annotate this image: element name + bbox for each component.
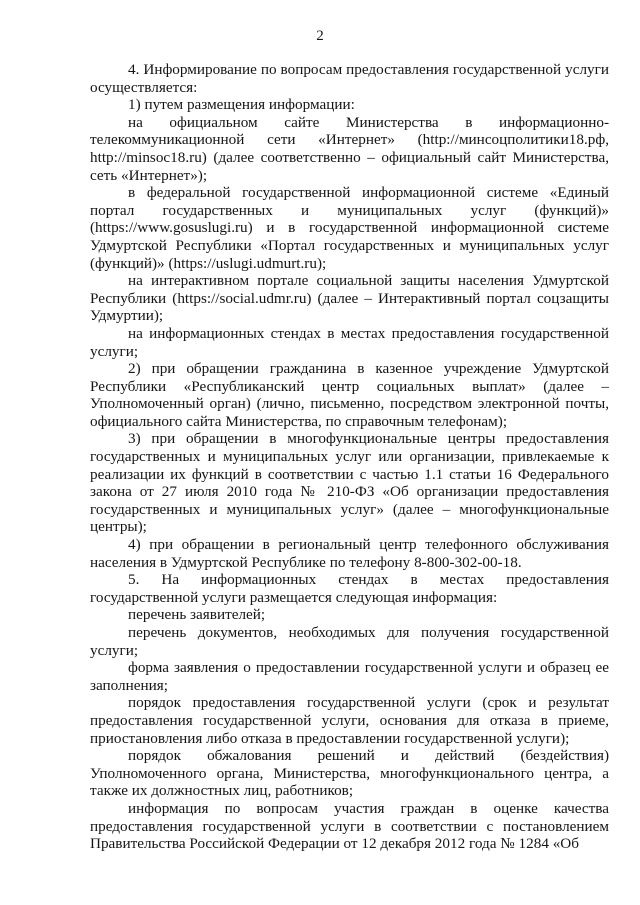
- page-number: 2: [316, 28, 324, 44]
- list-item-4-phone-center: 4) при обращении в региональный центр телефонного обслуживания населения в Удмуртской Республике по телефону 8-800-302-00-18.: [90, 536, 609, 571]
- list-item-appeal: порядок обжалования решений и действий (бездействия) Уполномоченного органа, Министерства, многофункционального центра, а также их должностных лиц, работников;: [90, 747, 609, 800]
- list-item-info-stands: на информационных стендах в местах предоставления государственной услуги;: [90, 324, 609, 360]
- list-item-application-form: форма заявления о предоставлении государственной услуги и образец ее заполнения;: [90, 659, 609, 694]
- document-body: [90, 61, 609, 853]
- list-item-quality-assessment: информация по вопросам участия граждан в оценке качества предоставления государственной услуги в соответствии с постановлением Правительства Российской Федерации от 12 декабря 2012 года № 1284 «Об: [90, 799, 609, 853]
- list-item-2-authorized-body: 2) при обращении гражданина в казенное учреждение Удмуртской Республики «Республиканский центр социальных выплат» (далее – Уполномоченный орган) (лично, письменно, посредством электронной почты, официального сайта Министерства, по справочным телефонам);: [90, 360, 609, 430]
- paragraph-informing-intro: 4. Информирование по вопросам предоставления государственной услуги осуществляется:: [90, 61, 609, 96]
- list-item-applicants: перечень заявителей;: [128, 606, 266, 624]
- list-item-3-mfc: 3) при обращении в многофункциональные центры предоставления государственных и муниципальных услуг или организации, привлекаемые к реализации их функций в соответствии с частью 1.1 статьи 16 Федерального закона от 27 июля 2010 года № 210-ФЗ «Об организации предоставления государственных и муниципальных услуг» (далее – многофункциональные центры);: [90, 430, 609, 536]
- list-item-documents: перечень документов, необходимых для получения государственной услуги;: [90, 624, 609, 659]
- list-item-procedure: порядок предоставления государственной услуги (срок и результат предоставления государственной услуги, основания для отказа в приеме, приостановления либо отказа в предоставлении государственной услуги);: [90, 694, 609, 747]
- list-item-federal-portal: в федеральной государственной информационной системе «Единый портал государственных и муниципальных услуг (функций)» (https://www.gosuslugi.ru) и в государственной информационной системе Удмуртской Республики «Портал государственных и муниципальных услуг (функций)» (https://uslugi.udmurt.ru);: [90, 184, 609, 272]
- paragraph-stands-info: 5. На информационных стендах в местах предоставления государственной услуги размещается следующая информация:: [90, 571, 609, 606]
- list-item-interactive-portal: на интерактивном портале социальной защиты населения Удмуртской Республики (https://social.udmr.ru) (далее – Интерактивный портал соцзащиты Удмуртии);: [90, 272, 609, 325]
- list-item-official-site: на официальном сайте Министерства в информационно-телекоммуникационной сети «Интернет» (http://минсоцполитики18.рф, http://minsoc18.ru) (далее соответственно – официальный сайт Министерства, сеть «Интернет»);: [90, 113, 609, 184]
- list-item-1-placement: 1) путем размещения информации:: [128, 96, 355, 114]
